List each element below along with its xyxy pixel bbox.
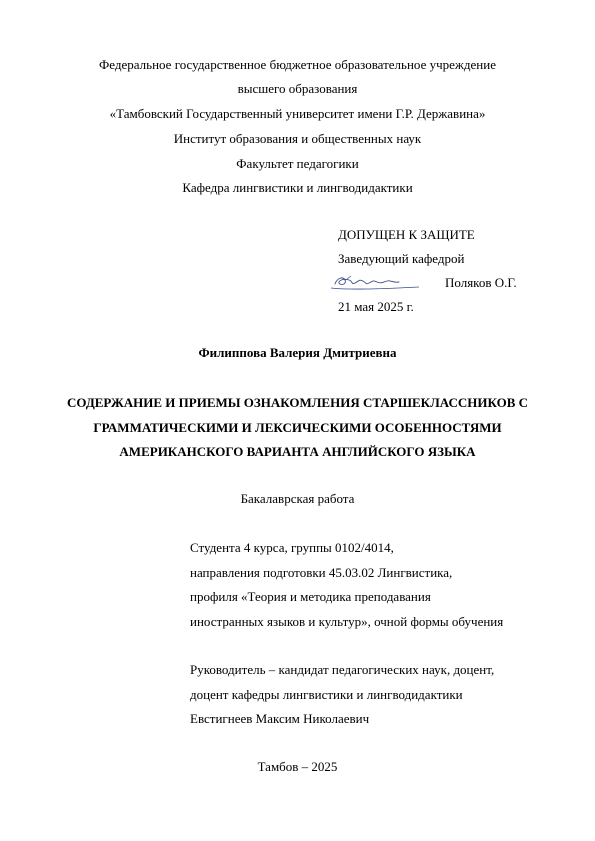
student-line-3: профиля «Теория и методика преподавания xyxy=(190,589,431,604)
header-line-2: высшего образования xyxy=(237,81,358,96)
header-line-1: Федеральное государственное бюджетное образовательное учреждение xyxy=(99,57,496,72)
header-line-5: Факультет педагогики xyxy=(236,156,359,171)
author-name: Филиппова Валерия Дмитриевна xyxy=(198,345,397,360)
thesis-title-line-2: ГРАММАТИЧЕСКИМИ И ЛЕКСИЧЕСКИМИ ОСОБЕННОСТЯМИ xyxy=(93,420,502,435)
student-line-4: иностранных языков и культур», очной формы обучения xyxy=(190,614,504,629)
approval-signer: Поляков О.Г. xyxy=(445,275,517,290)
thesis-title-line-3: АМЕРИКАНСКОГО ВАРИАНТА АНГЛИЙСКОГО ЯЗЫКА xyxy=(119,444,476,459)
footer-city-year: Тамбов – 2025 xyxy=(257,759,338,774)
header-line-6: Кафедра лингвистики и лингводидактики xyxy=(182,180,413,195)
approval-line-1: ДОПУЩЕН К ЗАЩИТЕ xyxy=(338,227,475,242)
header-line-4: Институт образования и общественных наук xyxy=(173,131,422,146)
thesis-title-line-1: СОДЕРЖАНИЕ И ПРИЕМЫ ОЗНАКОМЛЕНИЯ СТАРШЕКЛАССНИКОВ С xyxy=(66,395,529,410)
student-line-2: направления подготовки 45.03.02 Лингвистика, xyxy=(190,565,453,580)
supervisor-line-3: Евстигнеев Максим Николаевич xyxy=(190,711,370,726)
approval-date: 21 мая 2025 г. xyxy=(338,299,414,314)
supervisor-line-2: доцент кафедры лингвистики и лингводидактики xyxy=(190,687,463,702)
student-line-1: Студента 4 курса, группы 0102/4014, xyxy=(190,540,394,555)
supervisor-line-1: Руководитель – кандидат педагогических наук, доцент, xyxy=(190,662,495,677)
header-line-3: «Тамбовский Государственный университет имени Г.Р. Державина» xyxy=(109,106,486,121)
work-type: Бакалаврская работа xyxy=(240,491,355,506)
approval-line-2: Заведующий кафедрой xyxy=(338,251,465,266)
signature-image xyxy=(329,270,421,294)
